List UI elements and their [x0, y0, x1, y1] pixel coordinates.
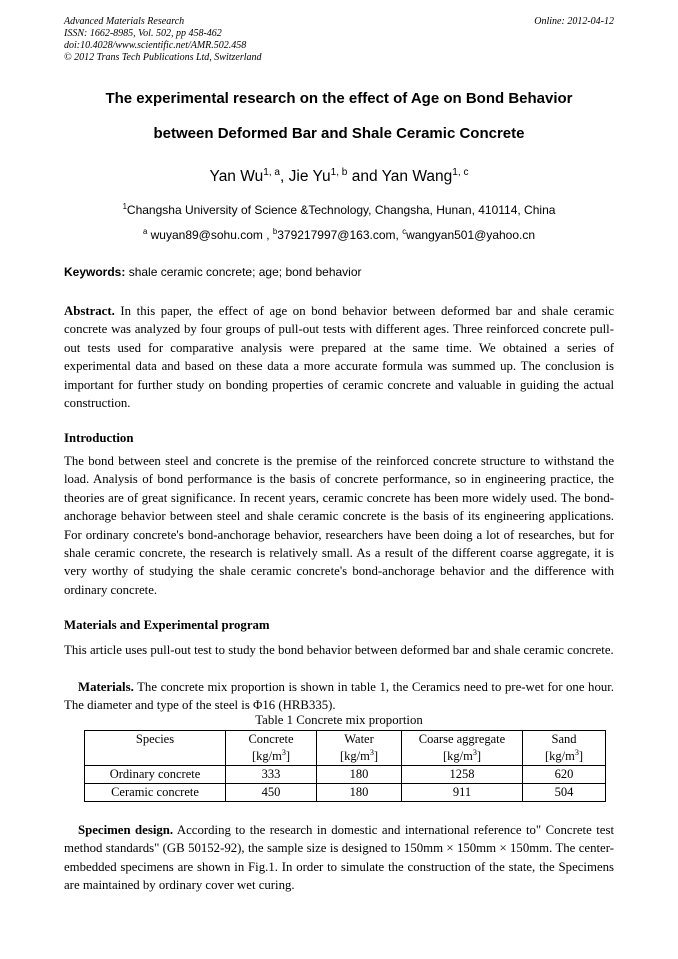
issn: ISSN: 1662-8985, Vol. 502, pp 458-462 — [64, 28, 222, 39]
affiliation — [64, 203, 614, 217]
header-unit: [kg/m — [544, 749, 575, 763]
table-cell: Ceramic concrete — [85, 784, 226, 802]
table-caption: Table 1 Concrete mix proportion — [255, 713, 423, 727]
materials-subsection — [64, 678, 614, 715]
author-sep: and — [347, 168, 382, 185]
header-unit-end: ] — [578, 749, 584, 763]
email-link[interactable]: wangyan501@yahoo.cn — [406, 228, 536, 242]
table-cell: 504 — [523, 784, 606, 802]
author-name: Yan Wu — [209, 168, 264, 185]
table-cell: 1258 — [402, 766, 523, 784]
header-unit-sup: 3 — [281, 747, 286, 757]
journal-name: Advanced Materials Research — [64, 16, 185, 27]
materials-heading: Materials and Experimental program — [64, 618, 270, 632]
header-name: Concrete — [248, 732, 294, 746]
abstract-label: Abstract. — [64, 304, 115, 318]
abstract — [64, 302, 614, 412]
author-sup: 1, a — [263, 166, 281, 178]
materials-label: Materials. — [78, 680, 134, 694]
title-line-2: between Deformed Bar and Shale Ceramic Concrete — [153, 125, 525, 142]
table-cell: Ordinary concrete — [85, 766, 226, 784]
author-sup: 1, c — [452, 166, 469, 178]
email-sup: a — [142, 227, 148, 236]
header-name: Species — [135, 732, 175, 746]
header-unit-end: ] — [476, 749, 482, 763]
email-link[interactable]: wuyan89@sohu.com — [147, 228, 263, 242]
header-unit-sup: 3 — [574, 747, 579, 757]
table-cell: 450 — [226, 784, 317, 802]
header-cell — [523, 731, 606, 766]
table-cell: 180 — [317, 766, 402, 784]
copyright: © 2012 Trans Tech Publications Ltd, Switzerland — [64, 52, 262, 63]
keywords — [64, 265, 614, 279]
header-unit: [kg/m — [442, 749, 473, 763]
doi: doi:10.4028/www.scientific.net/AMR.502.458 — [64, 40, 247, 51]
header-cell — [317, 731, 402, 766]
affiliation-text: Changsha University of Science &Technology, Changsha, Hunan, 410114, China — [126, 203, 556, 217]
keywords-text: shale ceramic concrete; age; bond behavior — [125, 265, 362, 279]
header-name: Coarse aggregate — [418, 732, 506, 746]
author-list — [64, 168, 614, 186]
table-cell: 620 — [523, 766, 606, 784]
header-unit-sup: 3 — [472, 747, 477, 757]
table-row — [85, 766, 606, 784]
mix-proportion-table — [84, 730, 606, 802]
author-sep: , — [280, 168, 289, 185]
header-unit: [kg/m — [339, 749, 370, 763]
email-sup: c — [402, 227, 407, 236]
author-sup: 1, b — [330, 166, 348, 178]
introduction-text: The bond between steel and concrete is the premise of the reinforced concrete structure to withstand the load. Analysis of bond performance is the basis of concrete performance, so in engineering practice, the theories are of great significance. In recent years, ceramic concrete has been more widely used. The bond-anchorage behavior between steel and shale ceramic concrete is the basis of its engineering applications. For ordinary concrete's bond-anchorage behavior, researchers have been doing a lot of researches, but for shale ceramic concrete, the research is relatively small. As a result of the different coarse aggregate, it is very worthy of studying the shale ceramic concrete's bond-anchorage behavior and the difference with ordinary concrete. — [64, 454, 614, 597]
specimen-label: Specimen design. — [78, 823, 174, 837]
email-sup: b — [272, 227, 278, 236]
header-name: Water — [344, 732, 374, 746]
table-cell: 180 — [317, 784, 402, 802]
table-header-row — [85, 731, 606, 766]
materials-text: The concrete mix proportion is shown in table 1, the Ceramics need to pre-wet for one hour. The diameter and type of the steel is Φ16 (HRB335). — [64, 680, 614, 713]
header-unit-sup: 3 — [369, 747, 374, 757]
header-name: Sand — [551, 732, 577, 746]
header-unit-end: ] — [373, 749, 379, 763]
header-cell — [226, 731, 317, 766]
affiliation-sup: 1 — [122, 202, 127, 211]
title-line-1: The experimental research on the effect of Age on Bond Behavior — [105, 90, 573, 107]
author-name: Jie Yu — [288, 168, 331, 185]
specimen-design — [64, 821, 614, 895]
online-date: Online: 2012-04-12 — [534, 16, 614, 27]
email-link[interactable]: 379217997@163.com, — [277, 228, 403, 242]
table-row — [85, 784, 606, 802]
email-sep: , — [262, 228, 273, 242]
materials-paragraph: This article uses pull-out test to study the bond behavior between deformed bar and shale ceramic concrete. — [64, 643, 614, 657]
header-unit-end: ] — [285, 749, 291, 763]
abstract-text: In this paper, the effect of age on bond behavior between deformed bar and shale ceramic concrete was analyzed by four groups of pull-out tests with different ages. Three reinforced concrete pull-out tests used for comparative analysis were prepared at the same time. We obtained a series of experimental data and based on these data a more accurate formula was summed up. The conclusion is important for further study on bonding properties of ceramic concrete and valuable in guiding the actual construction. — [64, 304, 614, 411]
header-cell — [85, 731, 226, 766]
header-unit: [kg/m — [251, 749, 282, 763]
header-cell — [402, 731, 523, 766]
email-list — [64, 228, 614, 242]
table-cell: 333 — [226, 766, 317, 784]
journal-header — [64, 16, 262, 64]
author-name: Yan Wang — [381, 168, 453, 185]
keywords-label: Keywords: — [64, 265, 126, 279]
table-cell: 911 — [402, 784, 523, 802]
specimen-text: According to the research in domestic and international reference to" Concrete test method standards" (GB 50152-92), the sample size is designed to 150mm × 150mm × 150mm. The center-embedded specimens are shown in Fig.1. In order to simulate the construction of the state, the Specimens are maintained by ordinary cover wet curing. — [64, 823, 614, 893]
introduction-heading: Introduction — [64, 431, 134, 445]
